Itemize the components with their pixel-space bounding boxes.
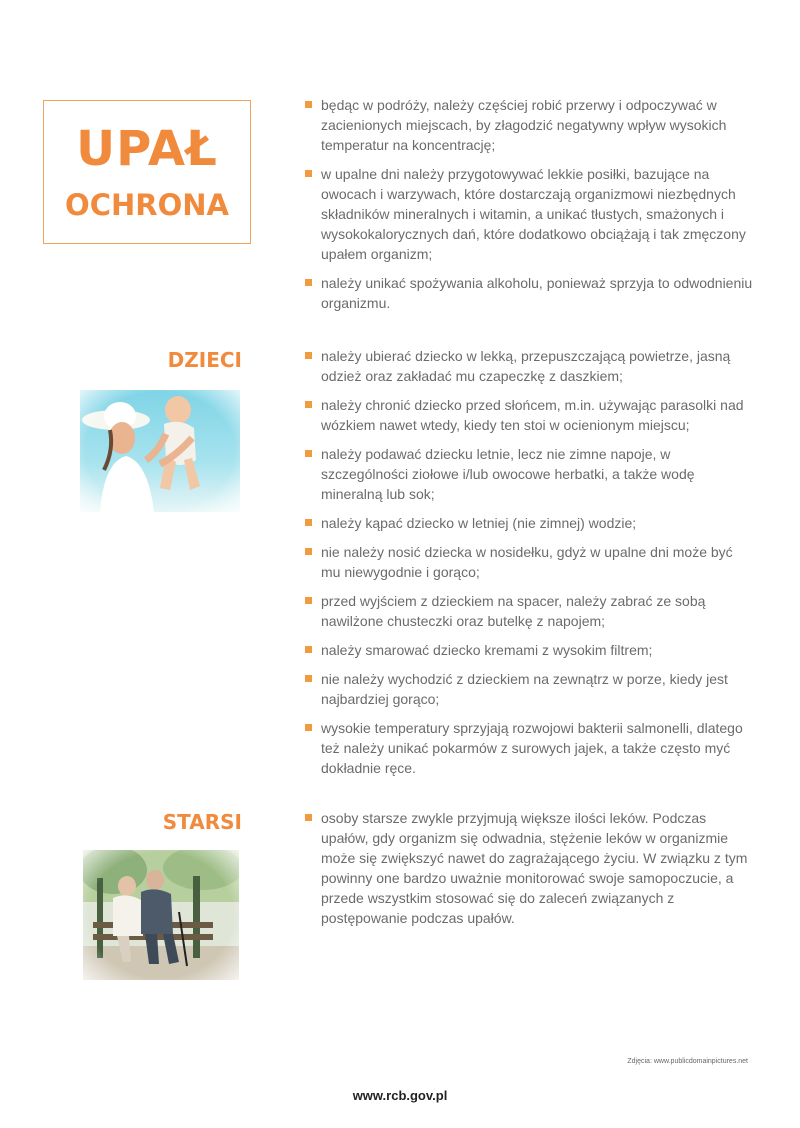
title-box xyxy=(43,100,251,244)
seniors-illustration xyxy=(83,850,239,980)
section-heading-children: DZIECI xyxy=(167,348,242,372)
list-item: osoby starsze zwykle przyjmują większe ilości leków. Podczas upałów, gdy organizm się odwadnia, stężenie leków w organizmie może się zwiększyć nawet do zagrażającego życiu. W związku z tym powinny one bardzo uważnie monitorować swoje samopoczucie, a przede wszystkim stosować się do zaleceń związanych z postępowanie podczas upałów. xyxy=(305,808,755,928)
list-item: należy smarować dziecko kremami z wysokim filtrem; xyxy=(305,640,755,660)
list-item: należy kąpać dziecko w letniej (nie zimnej) wodzie; xyxy=(305,513,755,533)
list-item: nie należy nosić dziecka w nosidełku, gdyż w upalne dni może być mu niewygodnie i gorąco; xyxy=(305,542,755,582)
seniors-list xyxy=(305,808,755,937)
list-item: należy unikać spożywania alkoholu, ponieważ sprzyja to odwodnieniu organizmu. xyxy=(305,273,755,313)
general-list xyxy=(305,95,755,322)
list-item: wysokie temperatury sprzyjają rozwojowi bakterii salmonelli, dlatego też należy unikać pokarmów z surowych jajek, a także często myć dokładnie ręce. xyxy=(305,718,755,778)
mother-child-illustration xyxy=(80,390,240,512)
page-subtitle: OCHRONA xyxy=(65,188,229,222)
children-list xyxy=(305,346,755,787)
mother-child-photo xyxy=(80,390,240,512)
list-item: w upalne dni należy przygotowywać lekkie posiłki, bazujące na owocach i warzywach, które dostarczają organizmowi niezbędnych składników mineralnych i witamin, a unikać tłustych, smażonych i wysokokalorycznych dań, które dodatkowo obciążają i tak zmęczony upałem organizm; xyxy=(305,164,755,264)
section-heading-seniors: STARSI xyxy=(162,810,242,834)
list-item: będąc w podróży, należy częściej robić przerwy i odpoczywać w zacienionych miejscach, by złagodzić negatywny wpływ wysokich temperatur na koncentrację; xyxy=(305,95,755,155)
website-url[interactable]: www.rcb.gov.pl xyxy=(352,1088,448,1103)
list-item: należy ubierać dziecko w lekką, przepuszczającą powietrze, jasną odzież oraz zakładać mu czapeczkę z daszkiem; xyxy=(305,346,755,386)
seniors-photo xyxy=(83,850,239,980)
page-title: UPAŁ xyxy=(76,121,218,177)
list-item: przed wyjściem z dzieckiem na spacer, należy zabrać ze sobą nawilżone chusteczki oraz butelkę z napojem; xyxy=(305,591,755,631)
list-item: nie należy wychodzić z dzieckiem na zewnątrz w porze, kiedy jest najbardziej gorąco; xyxy=(305,669,755,709)
photo-credit: Zdjęcia: www.publicdomainpictures.net xyxy=(627,1058,748,1065)
list-item: należy chronić dziecko przed słońcem, m.in. używając parasolki nad wózkiem nawet wtedy, kiedy ten stoi w ocienionym miejscu; xyxy=(305,395,755,435)
list-item: należy podawać dziecku letnie, lecz nie zimne napoje, w szczególności ziołowe i/lub owocowe herbatki, a także wodę mineralną lub sok; xyxy=(305,444,755,504)
